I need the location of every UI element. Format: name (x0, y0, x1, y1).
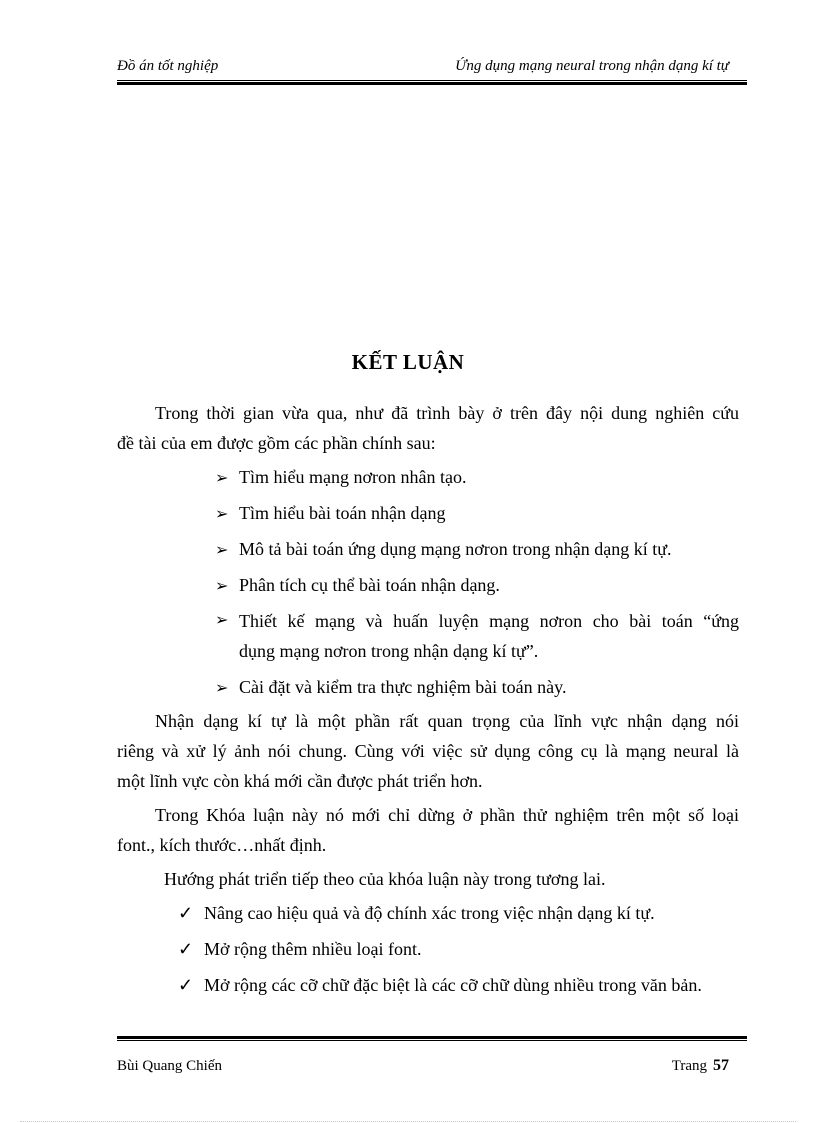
page-label: Trang (671, 1058, 707, 1074)
para3-line-1: Trong Khóa luận này nó mới chỉ dừng ở phần thử nghiệm trên một số loại (155, 805, 739, 825)
arrow-bullet-icon: ➢ (215, 612, 229, 629)
para3-line-2: font., kích thước…nhất định. (117, 835, 327, 855)
checkmark-icon: ✓ (178, 903, 194, 923)
footer-rule (117, 1036, 747, 1041)
bullet-continuation: dụng mạng nơron trong nhận dạng kí tự”. (239, 641, 539, 661)
checkmark-icon: ✓ (178, 975, 194, 995)
para2-line-3: một lĩnh vực còn khá mới cần được phát triển hơn. (117, 771, 483, 791)
footer-page (672, 1057, 729, 1075)
intro-line-2: đề tài của em được gồm các phần chính sau: (117, 433, 436, 453)
bullet-text: Thiết kế mạng và huấn luyện mạng nơron cho bài toán “ứng (239, 611, 739, 631)
header-rule (117, 80, 747, 85)
header-left-text: Đồ án tốt nghiệp (117, 58, 219, 74)
bullet-text: Tìm hiểu bài toán nhận dạng (239, 503, 446, 523)
arrow-bullet-icon: ➢ (215, 578, 229, 595)
bullet-item (215, 498, 445, 530)
bullet-item (215, 672, 567, 704)
bullet-item (215, 534, 671, 566)
bullet-text: Mô tả bài toán ứng dụng mạng nơron trong nhận dạng kí tự. (239, 539, 672, 559)
arrow-bullet-icon: ➢ (215, 506, 229, 523)
para4-line: Hướng phát triển tiếp theo của khóa luận này trong tương lai. (164, 869, 606, 889)
page-header (117, 56, 747, 78)
bottom-dotted-divider (20, 1121, 796, 1122)
footer-author: Bùi Quang Chiến (117, 1058, 222, 1074)
page-title: KẾT LUẬN (351, 350, 465, 374)
bullet-item (215, 570, 500, 602)
check-item (178, 934, 422, 964)
bullet-text: Cài đặt và kiểm tra thực nghiệm bài toán này. (239, 677, 567, 697)
bullet-item (215, 606, 739, 636)
arrow-bullet-icon: ➢ (215, 542, 229, 559)
arrow-bullet-icon: ➢ (215, 470, 229, 487)
paragraph-3 (117, 800, 739, 860)
intro-paragraph (117, 398, 739, 458)
check-text: Mở rộng các cỡ chữ đặc biệt là các cỡ chữ dùng nhiều trong văn bản. (204, 975, 702, 995)
check-item (178, 898, 655, 928)
arrow-bullet-icon: ➢ (215, 680, 229, 697)
page-footer (117, 1056, 747, 1078)
intro-line-1: Trong thời gian vừa qua, như đã trình bày ở trên đây nội dung nghiên cứu (155, 403, 739, 423)
check-text: Mở rộng thêm nhiều loại font. (204, 939, 422, 959)
bullet-text: Phân tích cụ thể bài toán nhận dạng. (239, 575, 500, 595)
paragraph-4 (164, 864, 744, 894)
check-text: Nâng cao hiệu quả và độ chính xác trong việc nhận dạng kí tự. (204, 903, 655, 923)
page-number: 57 (713, 1057, 729, 1074)
para2-line-1: Nhận dạng kí tự là một phần rất quan trọng của lĩnh vực nhận dạng nói (155, 711, 739, 731)
header-right-text: Ứng dụng mạng neural trong nhận dạng kí tự (455, 58, 729, 74)
para2-line-2: riêng và xử lý ảnh nói chung. Cùng với việc sử dụng công cụ là mạng neural là (117, 741, 739, 761)
bullet-text: Tìm hiểu mạng nơron nhân tạo. (239, 467, 467, 487)
bullet-item (215, 462, 466, 494)
checkmark-icon: ✓ (178, 939, 194, 959)
check-item (178, 970, 702, 1000)
paragraph-2 (117, 706, 739, 796)
